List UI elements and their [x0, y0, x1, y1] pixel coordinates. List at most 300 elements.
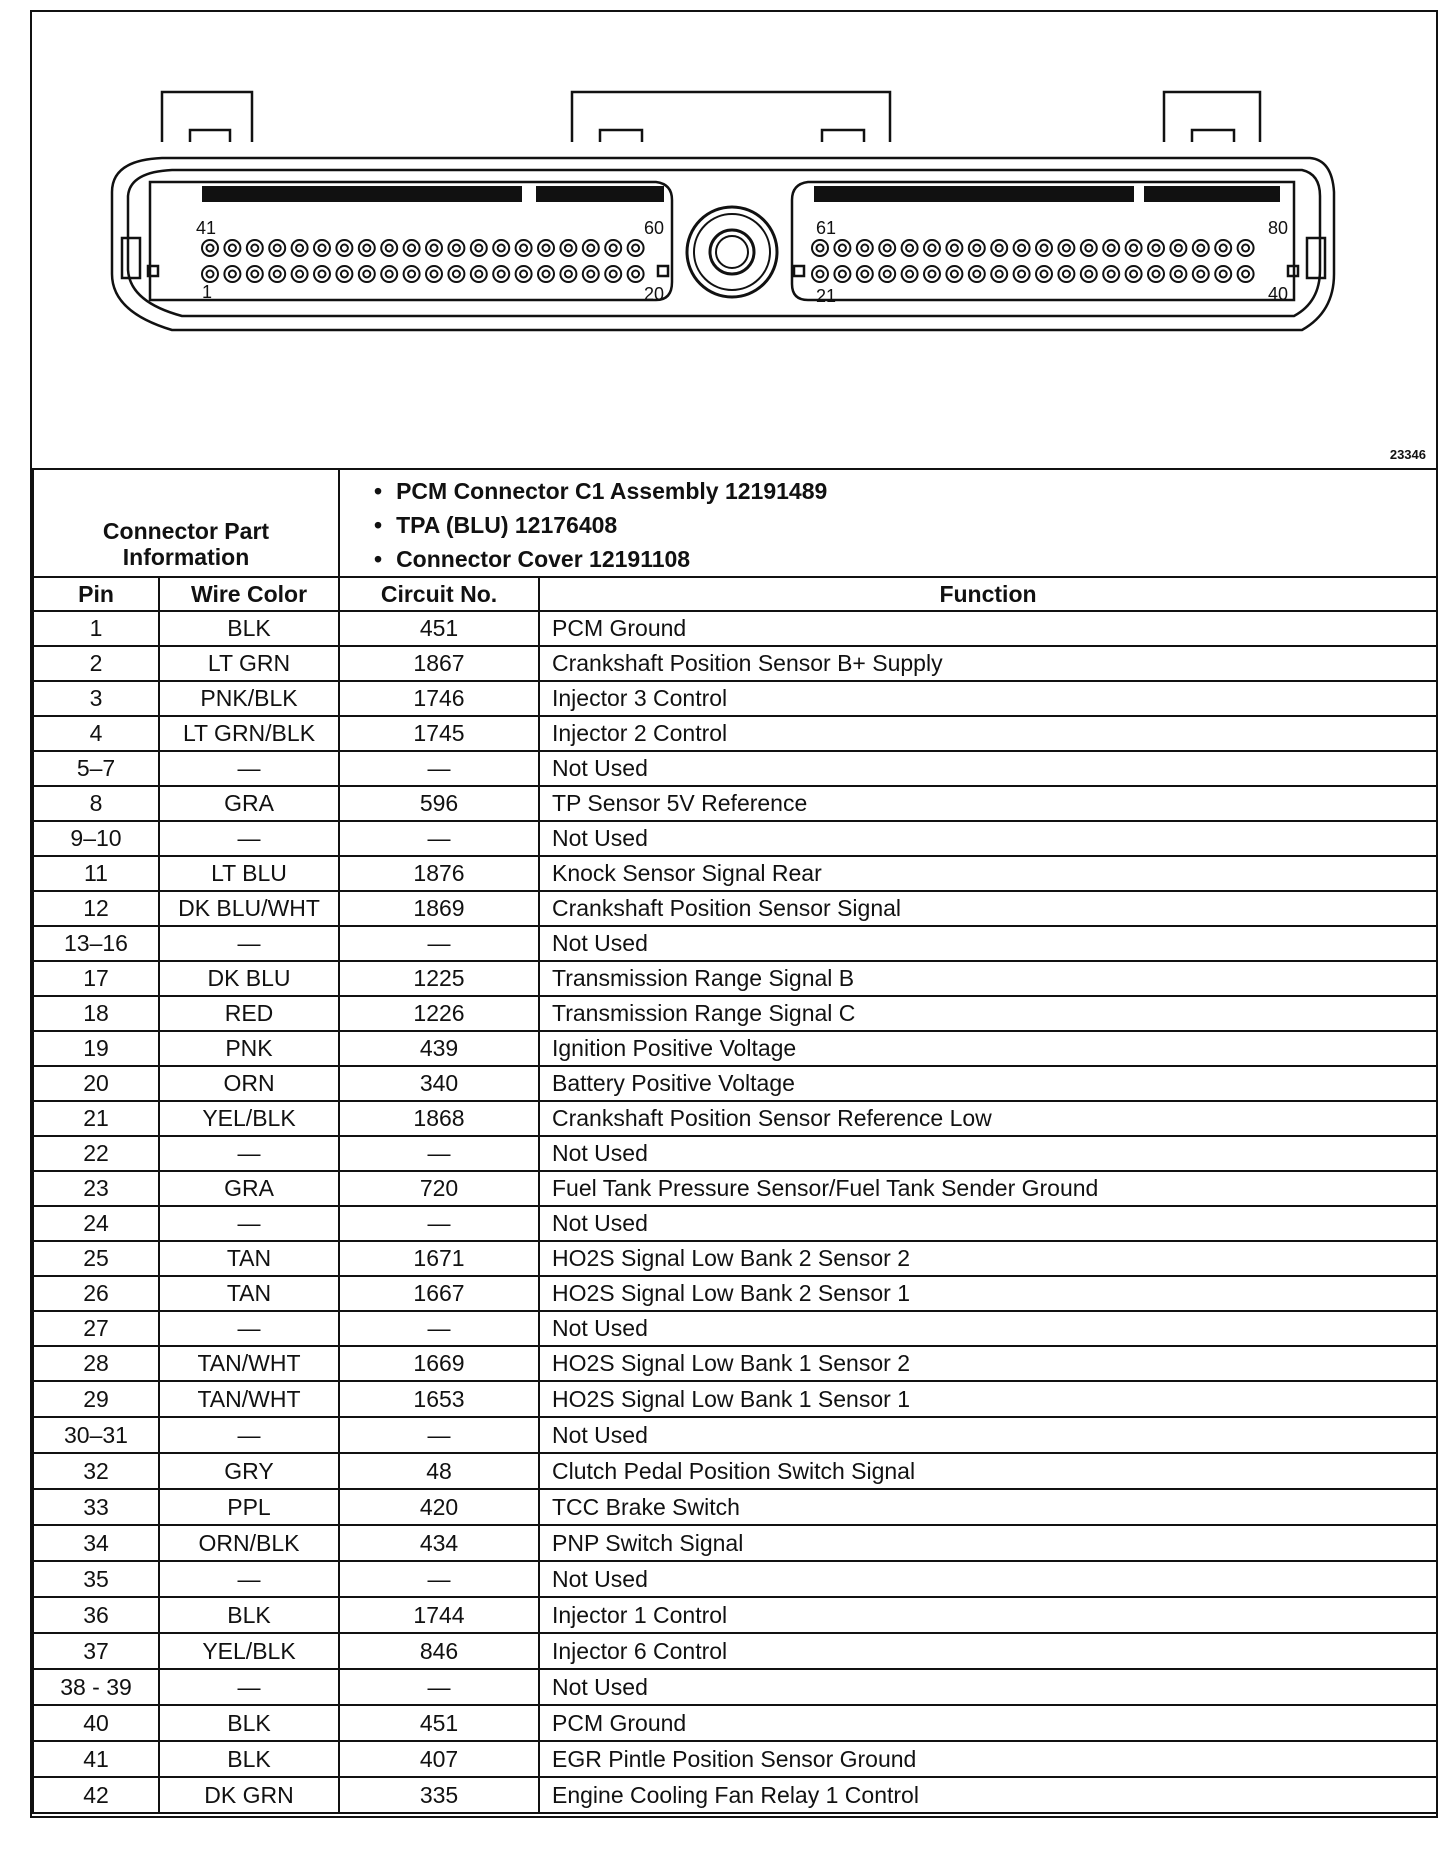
pin-cell: 22	[33, 1136, 159, 1171]
pin-cell: 20	[33, 1066, 159, 1101]
function-cell: Not Used	[539, 821, 1437, 856]
pin-hole	[269, 266, 285, 282]
left-latch	[162, 92, 252, 142]
pin-hole	[1014, 266, 1030, 282]
center-bolt-icon	[687, 207, 777, 297]
function-cell: Clutch Pedal Position Switch Signal	[539, 1453, 1437, 1489]
pin-hole-center	[431, 245, 438, 252]
wire-color-cell: —	[159, 1669, 339, 1705]
pin-cell: 23	[33, 1171, 159, 1206]
pin-cell: 3	[33, 681, 159, 716]
table-row	[33, 1136, 1437, 1171]
header-pin: Pin	[33, 577, 159, 611]
pin-hole	[1081, 240, 1097, 256]
wire-color-cell: ORN	[159, 1066, 339, 1101]
pin-label-21: 21	[816, 286, 837, 306]
circuit-cell: 1669	[339, 1346, 539, 1381]
pin-hole-center	[929, 245, 936, 252]
function-cell: Not Used	[539, 1136, 1437, 1171]
pin-hole-center	[453, 245, 460, 252]
pin-hole-center	[1242, 271, 1249, 278]
pin-hole	[991, 266, 1007, 282]
pin-hole	[202, 266, 218, 282]
function-cell: Injector 3 Control	[539, 681, 1437, 716]
pin-hole-center	[1130, 271, 1137, 278]
right-latch	[1164, 92, 1260, 142]
right-seal-bar	[814, 186, 1134, 202]
pin-cell: 1	[33, 611, 159, 646]
function-cell: Engine Cooling Fan Relay 1 Control	[539, 1777, 1437, 1813]
pin-cell: 25	[33, 1241, 159, 1276]
pin-hole	[359, 266, 375, 282]
pin-hole-center	[498, 271, 505, 278]
pin-hole-center	[498, 245, 505, 252]
circuit-cell: 1653	[339, 1381, 539, 1417]
pin-hole-center	[453, 271, 460, 278]
pin-hole	[1238, 240, 1254, 256]
pinout-table	[32, 468, 1438, 1814]
pin-hole-center	[973, 271, 980, 278]
table-row	[33, 996, 1437, 1031]
pin-hole	[969, 240, 985, 256]
pin-hole-center	[408, 245, 415, 252]
circuit-cell: 340	[339, 1066, 539, 1101]
pin-cell: 37	[33, 1633, 159, 1669]
pin-hole	[381, 240, 397, 256]
pin-cell: 32	[33, 1453, 159, 1489]
wire-color-cell: GRY	[159, 1453, 339, 1489]
circuit-cell: —	[339, 1561, 539, 1597]
wire-color-cell: —	[159, 821, 339, 856]
pin-hole-center	[431, 271, 438, 278]
pin-cell: 35	[33, 1561, 159, 1597]
function-cell: HO2S Signal Low Bank 1 Sensor 2	[539, 1346, 1437, 1381]
pin-hole-center	[565, 245, 572, 252]
pin-hole-center	[229, 271, 236, 278]
pin-hole-center	[296, 271, 303, 278]
wire-color-cell: DK GRN	[159, 1777, 339, 1813]
pin-cell: 17	[33, 961, 159, 996]
wire-color-cell: —	[159, 1311, 339, 1346]
pin-hole-center	[363, 245, 370, 252]
table-row	[33, 1031, 1437, 1066]
wire-color-cell: —	[159, 1417, 339, 1453]
circuit-cell: 1745	[339, 716, 539, 751]
pin-cell: 9–10	[33, 821, 159, 856]
pin-hole	[471, 240, 487, 256]
pin-hole	[1148, 240, 1164, 256]
function-cell: Injector 2 Control	[539, 716, 1437, 751]
wire-color-cell: PPL	[159, 1489, 339, 1525]
pin-hole	[471, 266, 487, 282]
pin-hole-center	[587, 271, 594, 278]
function-cell: Not Used	[539, 1311, 1437, 1346]
pin-label-40: 40	[1268, 284, 1289, 304]
pin-hole	[946, 240, 962, 256]
pin-cell: 5–7	[33, 751, 159, 786]
circuit-cell: 1867	[339, 646, 539, 681]
pin-hole-center	[839, 245, 846, 252]
pin-hole-center	[1197, 271, 1204, 278]
circuit-cell: —	[339, 1136, 539, 1171]
pin-hole-center	[1018, 271, 1025, 278]
function-cell: HO2S Signal Low Bank 1 Sensor 1	[539, 1381, 1437, 1417]
circuit-cell: 1869	[339, 891, 539, 926]
pin-hole	[879, 266, 895, 282]
circuit-cell: 420	[339, 1489, 539, 1525]
circuit-cell: 596	[339, 786, 539, 821]
pin-cell: 24	[33, 1206, 159, 1241]
table-row	[33, 751, 1437, 786]
pin-hole	[857, 240, 873, 256]
pin-cell: 42	[33, 1777, 159, 1813]
pin-hole-center	[861, 245, 868, 252]
wire-color-cell: TAN/WHT	[159, 1381, 339, 1417]
function-cell: TP Sensor 5V Reference	[539, 786, 1437, 821]
pin-cell: 13–16	[33, 926, 159, 961]
pin-hole	[493, 240, 509, 256]
function-cell: Not Used	[539, 1669, 1437, 1705]
table-row	[33, 926, 1437, 961]
pin-hole-center	[906, 271, 913, 278]
pin-hole	[448, 240, 464, 256]
table-row	[33, 1453, 1437, 1489]
pin-hole	[560, 240, 576, 256]
circuit-cell: 451	[339, 611, 539, 646]
circuit-cell: 846	[339, 1633, 539, 1669]
pin-hole	[1103, 240, 1119, 256]
function-cell: Crankshaft Position Sensor Signal	[539, 891, 1437, 926]
pin-hole-center	[475, 271, 482, 278]
function-cell: Transmission Range Signal B	[539, 961, 1437, 996]
pin-hole	[516, 240, 532, 256]
circuit-cell: —	[339, 751, 539, 786]
pin-label-60: 60	[644, 218, 665, 238]
pin-hole-center	[996, 271, 1003, 278]
pin-label-41: 41	[196, 218, 217, 238]
header-circuit: Circuit No.	[339, 577, 539, 611]
pin-hole	[404, 266, 420, 282]
pin-hole-center	[520, 271, 527, 278]
circuit-cell: —	[339, 1417, 539, 1453]
table-row	[33, 821, 1437, 856]
wire-color-cell: DK BLU/WHT	[159, 891, 339, 926]
wire-color-cell: GRA	[159, 786, 339, 821]
pin-hole-center	[861, 271, 868, 278]
pin-cell: 29	[33, 1381, 159, 1417]
wire-color-cell: —	[159, 1136, 339, 1171]
table-row	[33, 1206, 1437, 1241]
table-header-row	[33, 577, 1437, 611]
pin-hole-center	[251, 245, 258, 252]
table-row	[33, 1381, 1437, 1417]
pin-hole	[1193, 266, 1209, 282]
wire-color-cell: YEL/BLK	[159, 1101, 339, 1136]
table-row	[33, 1066, 1437, 1101]
pin-cell: 34	[33, 1525, 159, 1561]
pin-hole	[605, 240, 621, 256]
table-row	[33, 1489, 1437, 1525]
wire-color-cell: BLK	[159, 1705, 339, 1741]
pin-cell: 27	[33, 1311, 159, 1346]
table-row	[33, 681, 1437, 716]
wire-color-cell: LT BLU	[159, 856, 339, 891]
pin-hole	[1215, 240, 1231, 256]
circuit-cell: —	[339, 1669, 539, 1705]
table-row	[33, 1311, 1437, 1346]
pin-hole-center	[543, 271, 550, 278]
pin-hole	[292, 240, 308, 256]
wire-color-cell: GRA	[159, 1171, 339, 1206]
function-cell: Injector 6 Control	[539, 1633, 1437, 1669]
part-info-label: Connector Part Information	[33, 469, 339, 577]
pin-hole-center	[1130, 245, 1137, 252]
pin-cell: 40	[33, 1705, 159, 1741]
pin-hole-center	[1018, 245, 1025, 252]
pin-hole	[583, 266, 599, 282]
wire-color-cell: TAN	[159, 1241, 339, 1276]
pin-hole	[336, 240, 352, 256]
function-cell: TCC Brake Switch	[539, 1489, 1437, 1525]
pin-hole-center	[929, 271, 936, 278]
circuit-cell: 1868	[339, 1101, 539, 1136]
pin-hole-center	[565, 271, 572, 278]
pin-hole	[1081, 266, 1097, 282]
circuit-cell: 1744	[339, 1597, 539, 1633]
pin-hole-center	[610, 245, 617, 252]
pin-cell: 33	[33, 1489, 159, 1525]
function-cell: HO2S Signal Low Bank 2 Sensor 1	[539, 1276, 1437, 1311]
wire-color-cell: —	[159, 1561, 339, 1597]
pin-hole-center	[386, 245, 393, 252]
pin-cell: 2	[33, 646, 159, 681]
pin-hole-center	[520, 245, 527, 252]
pin-cell: 8	[33, 786, 159, 821]
pin-hole	[314, 240, 330, 256]
pin-hole-center	[1242, 245, 1249, 252]
wire-color-cell: DK BLU	[159, 961, 339, 996]
circuit-cell: —	[339, 1206, 539, 1241]
table-row	[33, 856, 1437, 891]
pin-hole	[946, 266, 962, 282]
header-wire-color: Wire Color	[159, 577, 339, 611]
pin-hole-center	[951, 271, 958, 278]
pin-hole-center	[632, 271, 639, 278]
pin-hole	[314, 266, 330, 282]
pin-hole-center	[1085, 245, 1092, 252]
pin-hole	[628, 266, 644, 282]
table-row	[33, 646, 1437, 681]
pin-hole-center	[884, 245, 891, 252]
pin-hole	[1058, 266, 1074, 282]
table-row	[33, 1101, 1437, 1136]
pin-hole	[448, 266, 464, 282]
function-cell: Not Used	[539, 1417, 1437, 1453]
pin-hole	[1058, 240, 1074, 256]
pin-hole	[834, 240, 850, 256]
pin-hole-center	[1108, 271, 1115, 278]
pin-hole	[292, 266, 308, 282]
pin-hole-center	[475, 245, 482, 252]
pin-hole	[336, 266, 352, 282]
pin-hole-center	[229, 245, 236, 252]
function-cell: Not Used	[539, 926, 1437, 961]
function-cell: Battery Positive Voltage	[539, 1066, 1437, 1101]
circuit-cell: 1225	[339, 961, 539, 996]
function-cell: PCM Ground	[539, 611, 1437, 646]
pin-hole	[605, 266, 621, 282]
pin-hole	[1103, 266, 1119, 282]
wire-color-cell: PNK/BLK	[159, 681, 339, 716]
pin-cell: 12	[33, 891, 159, 926]
pin-hole-center	[274, 271, 281, 278]
pin-hole	[1036, 240, 1052, 256]
pin-cell: 26	[33, 1276, 159, 1311]
pin-cell: 18	[33, 996, 159, 1031]
wire-color-cell: BLK	[159, 1597, 339, 1633]
pin-label-80: 80	[1268, 218, 1289, 238]
pin-cell: 28	[33, 1346, 159, 1381]
pin-hole	[902, 240, 918, 256]
wire-color-cell: RED	[159, 996, 339, 1031]
pin-hole	[269, 240, 285, 256]
function-cell: PCM Ground	[539, 1705, 1437, 1741]
function-cell: Not Used	[539, 1561, 1437, 1597]
pin-hole-center	[996, 245, 1003, 252]
pin-hole	[1193, 240, 1209, 256]
pin-hole-center	[1085, 271, 1092, 278]
pin-hole-center	[906, 245, 913, 252]
pin-hole-center	[1175, 271, 1182, 278]
pin-cell: 4	[33, 716, 159, 751]
pin-hole	[583, 240, 599, 256]
pin-hole	[902, 266, 918, 282]
connector-diagram	[32, 12, 1436, 468]
pin-hole-center	[817, 271, 824, 278]
pin-hole	[834, 266, 850, 282]
circuit-cell: 48	[339, 1453, 539, 1489]
pin-hole-center	[587, 245, 594, 252]
function-cell: Crankshaft Position Sensor B+ Supply	[539, 646, 1437, 681]
pin-hole-center	[274, 245, 281, 252]
wire-color-cell: —	[159, 926, 339, 961]
left-seal-bar	[202, 186, 522, 202]
table-row	[33, 1525, 1437, 1561]
function-cell: Ignition Positive Voltage	[539, 1031, 1437, 1066]
pin-hole	[1148, 266, 1164, 282]
function-cell: HO2S Signal Low Bank 2 Sensor 2	[539, 1241, 1437, 1276]
pin-hole-center	[817, 245, 824, 252]
pin-hole	[924, 266, 940, 282]
table-row	[33, 1346, 1437, 1381]
pin-hole	[1014, 240, 1030, 256]
wire-color-cell: —	[159, 1206, 339, 1241]
pin-hole-center	[1175, 245, 1182, 252]
table-row	[33, 1561, 1437, 1597]
pin-hole	[224, 266, 240, 282]
pinout-sheet	[30, 10, 1438, 1818]
pin-hole	[1238, 266, 1254, 282]
pin-hole	[538, 240, 554, 256]
table-row	[33, 716, 1437, 751]
pin-hole	[560, 266, 576, 282]
pin-hole	[924, 240, 940, 256]
pin-hole	[426, 240, 442, 256]
pin-hole	[247, 240, 263, 256]
pin-hole-center	[610, 271, 617, 278]
wire-color-cell: PNK	[159, 1031, 339, 1066]
pin-hole-center	[543, 245, 550, 252]
circuit-cell: 1671	[339, 1241, 539, 1276]
pin-hole-center	[1041, 271, 1048, 278]
pin-hole-center	[632, 245, 639, 252]
table-row	[33, 1669, 1437, 1705]
pin-hole-center	[386, 271, 393, 278]
pin-hole	[516, 266, 532, 282]
table-row	[33, 786, 1437, 821]
pin-cell: 30–31	[33, 1417, 159, 1453]
circuit-cell: —	[339, 926, 539, 961]
pin-label-20: 20	[644, 284, 665, 304]
pin-hole	[1036, 266, 1052, 282]
pin-hole	[969, 266, 985, 282]
pin-cell: 19	[33, 1031, 159, 1066]
pin-hole-center	[296, 245, 303, 252]
pin-hole-center	[1041, 245, 1048, 252]
pin-hole-center	[973, 245, 980, 252]
pin-hole	[224, 240, 240, 256]
pin-hole-center	[1153, 271, 1160, 278]
connector-shell	[112, 158, 1334, 330]
pin-label-1: 1	[202, 282, 213, 302]
pin-hole	[812, 240, 828, 256]
wire-color-cell: TAN	[159, 1276, 339, 1311]
circuit-cell: 1876	[339, 856, 539, 891]
pin-cell: 11	[33, 856, 159, 891]
pin-hole	[1126, 266, 1142, 282]
pin-hole	[1170, 240, 1186, 256]
pin-hole	[1126, 240, 1142, 256]
circuit-cell: 335	[339, 1777, 539, 1813]
wire-color-cell: LT GRN/BLK	[159, 716, 339, 751]
table-row	[33, 1276, 1437, 1311]
wire-color-cell: LT GRN	[159, 646, 339, 681]
pin-hole-center	[1108, 245, 1115, 252]
pin-hole-center	[884, 271, 891, 278]
function-cell: Not Used	[539, 1206, 1437, 1241]
function-cell: Fuel Tank Pressure Sensor/Fuel Tank Sender Ground	[539, 1171, 1437, 1206]
function-cell: Injector 1 Control	[539, 1597, 1437, 1633]
table-row	[33, 1171, 1437, 1206]
pin-hole	[812, 266, 828, 282]
pin-hole	[381, 266, 397, 282]
circuit-cell: —	[339, 1311, 539, 1346]
table-row	[33, 1417, 1437, 1453]
pin-hole-center	[207, 245, 214, 252]
circuit-cell: 434	[339, 1525, 539, 1561]
table-row	[33, 1777, 1437, 1813]
part-info-list	[339, 469, 1437, 577]
table-row	[33, 1633, 1437, 1669]
pin-hole	[991, 240, 1007, 256]
part-info-item: • TPA (BLU) 12176408	[374, 508, 1436, 542]
wire-color-cell: TAN/WHT	[159, 1346, 339, 1381]
pin-hole-center	[363, 271, 370, 278]
pin-hole	[1215, 266, 1231, 282]
connector-figure	[32, 12, 1436, 470]
pin-hole	[493, 266, 509, 282]
pin-hole-center	[319, 271, 326, 278]
